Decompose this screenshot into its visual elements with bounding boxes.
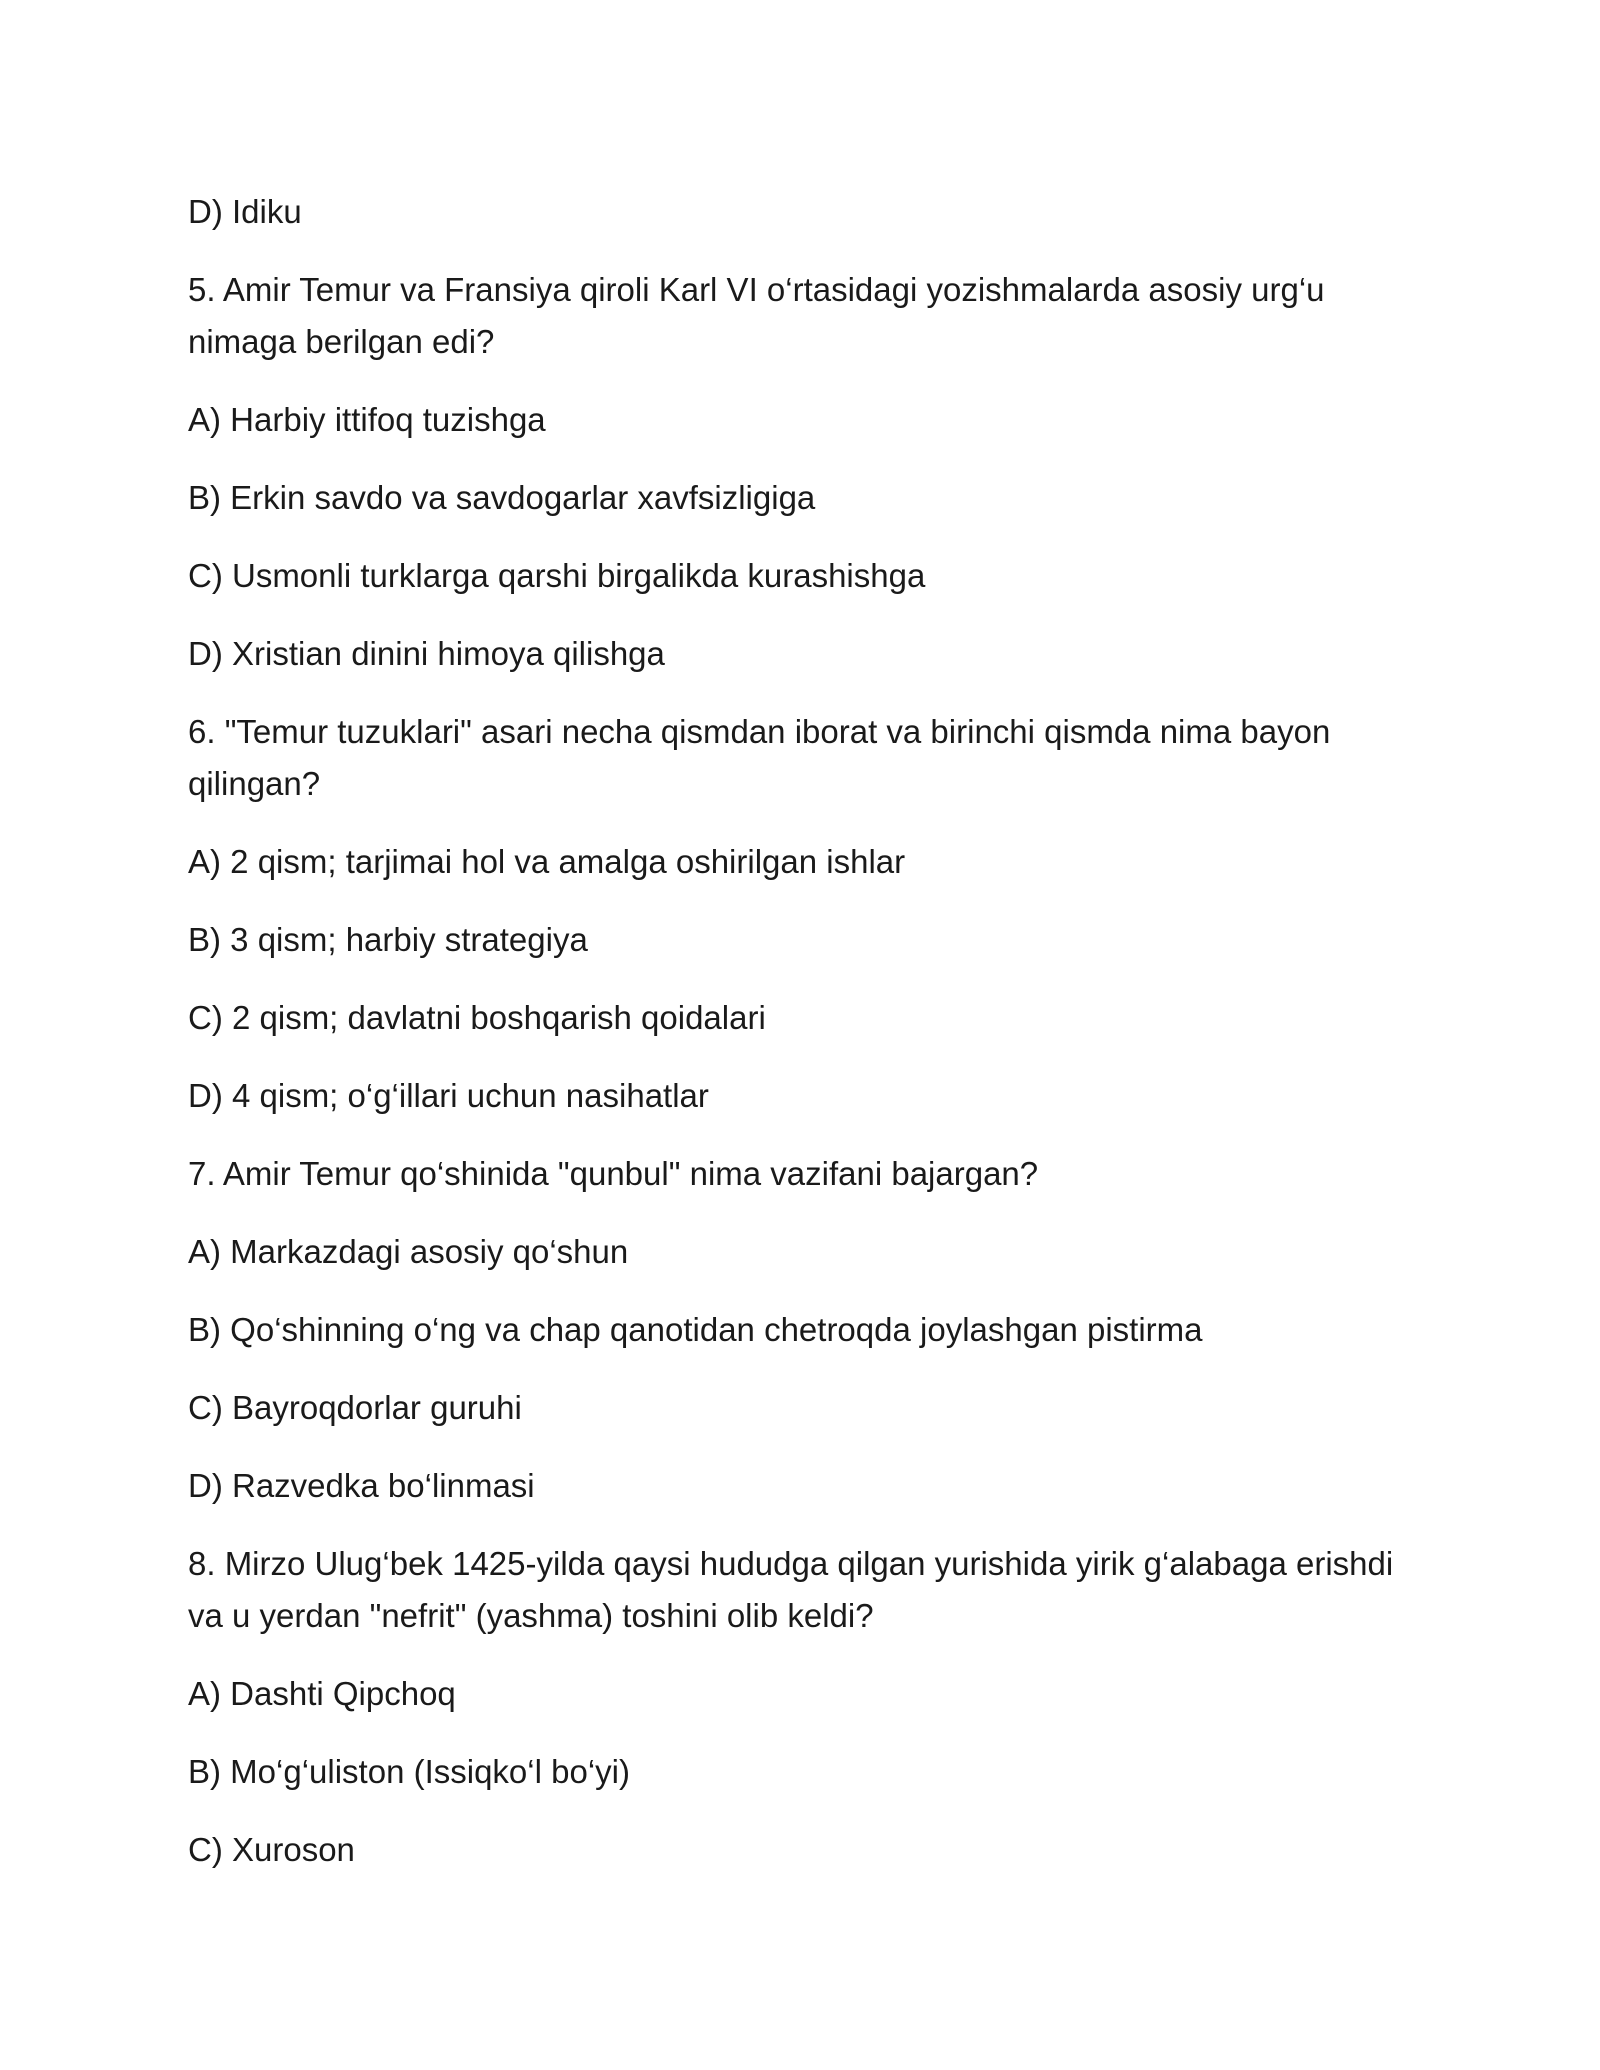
- answer-option-5b: B) Erkin savdo va savdogarlar xavfsizligiga: [188, 479, 816, 516]
- answer-option-6b: B) 3 qism; harbiy strategiya: [188, 921, 588, 958]
- answer-option-6d: D) 4 qism; o‘g‘illari uchun nasihatlar: [188, 1077, 709, 1114]
- answer-option-6c: C) 2 qism; davlatni boshqarish qoidalari: [188, 999, 766, 1036]
- answer-option-7d: D) Razvedka bo‘linmasi: [188, 1467, 535, 1504]
- answer-option-5d: D) Xristian dinini himoya qilishga: [188, 635, 665, 672]
- question-7: 7. Amir Temur qo‘shinida "qunbul" nima vazifani bajargan?: [188, 1155, 1039, 1192]
- answer-option-8b: B) Mo‘g‘uliston (Issiqko‘l bo‘yi): [188, 1753, 630, 1790]
- answer-option-4d: D) Idiku: [188, 193, 302, 230]
- question-6: 6. "Temur tuzuklari" asari necha qismdan iborat va birinchi qismda nima bayon qilingan?: [188, 713, 1331, 802]
- question-8: 8. Mirzo Ulug‘bek 1425-yilda qaysi hududga qilgan yurishida yirik g‘alabaga erishdi va u yerdan "nefrit" (yashma) toshini olib keldi?: [188, 1545, 1394, 1634]
- answer-option-7b: B) Qo‘shinning o‘ng va chap qanotidan chetroqda joylashgan pistirma: [188, 1311, 1203, 1348]
- answer-option-5c: C) Usmonli turklarga qarshi birgalikda kurashishga: [188, 557, 926, 594]
- document-body: [188, 186, 1428, 1902]
- answer-option-6a: A) 2 qism; tarjimai hol va amalga oshirilgan ishlar: [188, 843, 906, 880]
- answer-option-5a: A) Harbiy ittifoq tuzishga: [188, 401, 546, 438]
- answer-option-8c: C) Xuroson: [188, 1831, 355, 1868]
- answer-option-7c: C) Bayroqdorlar guruhi: [188, 1389, 522, 1426]
- answer-option-8a: A) Dashti Qipchoq: [188, 1675, 456, 1712]
- question-5: 5. Amir Temur va Fransiya qiroli Karl VI o‘rtasidagi yozishmalarda asosiy urg‘u nimaga berilgan edi?: [188, 271, 1325, 360]
- answer-option-7a: A) Markazdagi asosiy qo‘shun: [188, 1233, 629, 1270]
